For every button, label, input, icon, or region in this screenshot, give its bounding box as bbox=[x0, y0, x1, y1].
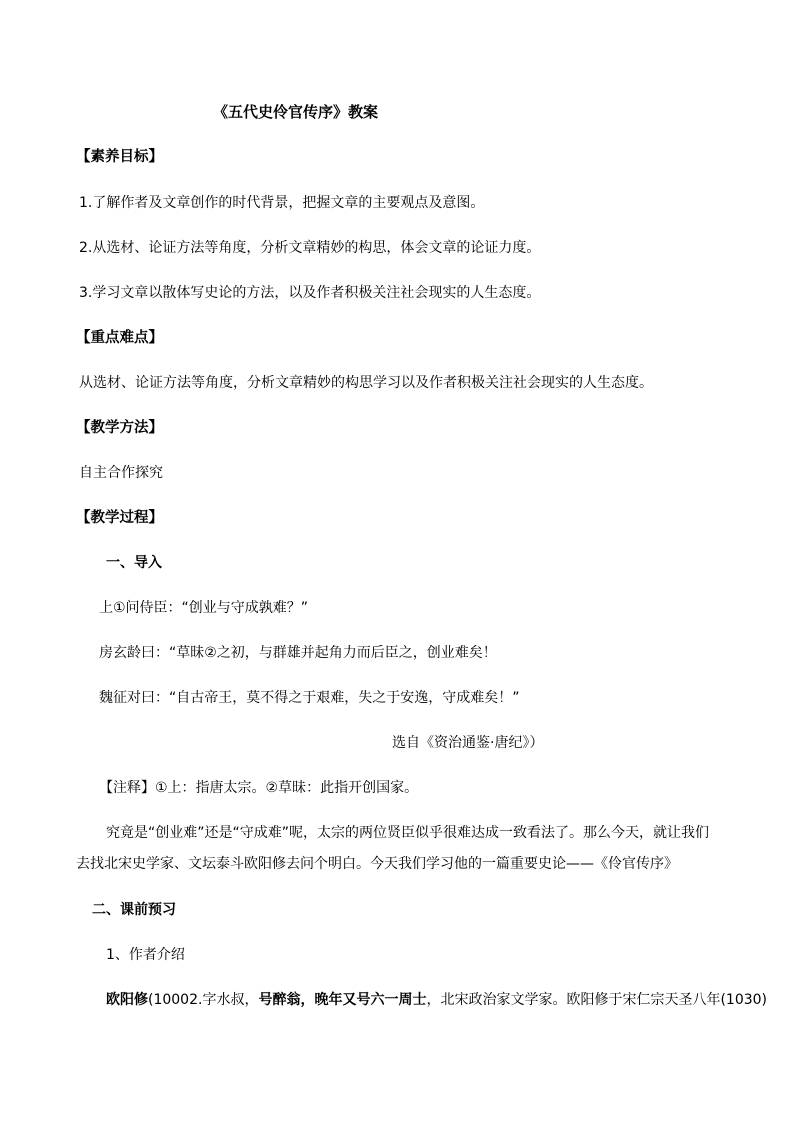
page-title: 《五代史伶官传序》教案 bbox=[213, 103, 379, 121]
annotation-note: 【注释】①上：指唐太宗。②草昧：此指开创国家。 bbox=[99, 780, 419, 796]
goal-item-3: 3.学习文章以散体写史论的方法，以及作者积极关注社会现实的人生态度。 bbox=[79, 285, 541, 301]
part2-heading: 二、课前预习 bbox=[92, 902, 176, 918]
author-intro-heading: 1、作者介绍 bbox=[106, 947, 185, 963]
author-name: 欧阳修 bbox=[106, 992, 148, 1008]
section-heading-process: 【教学过程】 bbox=[76, 510, 163, 526]
goal-item-1: 1.了解作者及文章创作的时代背景，把握文章的主要观点及意图。 bbox=[79, 195, 485, 211]
author-bio-line bbox=[106, 991, 767, 1009]
section-heading-key: 【重点难点】 bbox=[76, 330, 163, 346]
key-points-text: 从选材、论证方法等角度，分析文章精妙的构思学习以及作者积极关注社会现实的人生态度。 bbox=[79, 375, 653, 391]
quote-line-1: 上①问侍臣：“创业与守成孰难？” bbox=[99, 600, 309, 616]
section-heading-goals: 【素养目标】 bbox=[76, 149, 163, 165]
intro-paragraph-line-1: 究竟是“创业难”还是“守成难”呢，太宗的两位贤臣似乎很难达成一致看法了。那么今天，就让我们 bbox=[106, 825, 710, 841]
author-bio-part-2: ，北宋政治家文学家。欧阳修于宋仁宗天圣八年(1030) bbox=[426, 992, 768, 1008]
method-text: 自主合作探究 bbox=[79, 465, 163, 481]
intro-paragraph-line-2: 去找北宋史学家、文坛泰斗欧阳修去问个明白。今天我们学习他的一篇重要史论——《伶官传序》 bbox=[76, 856, 678, 872]
part1-heading: 一、导入 bbox=[106, 555, 162, 571]
author-bio-alias: 号醉翁，晚年又号六一周士 bbox=[258, 992, 427, 1008]
quote-line-3: 魏征对曰：“自古帝王，莫不得之于艰难，失之于安逸，守成难矣！” bbox=[99, 690, 520, 706]
goal-item-2: 2.从选材、论证方法等角度，分析文章精妙的构思，体会文章的论证力度。 bbox=[79, 240, 541, 256]
quote-line-2: 房玄龄曰：“草昧②之初，与群雄并起角力而后臣之，创业难矣！ bbox=[99, 645, 497, 661]
author-bio-part-1: (10002.字水叔， bbox=[148, 992, 259, 1008]
section-heading-method: 【教学方法】 bbox=[76, 420, 163, 436]
quote-source: 选自《资治通鉴·唐纪》） bbox=[392, 735, 544, 751]
